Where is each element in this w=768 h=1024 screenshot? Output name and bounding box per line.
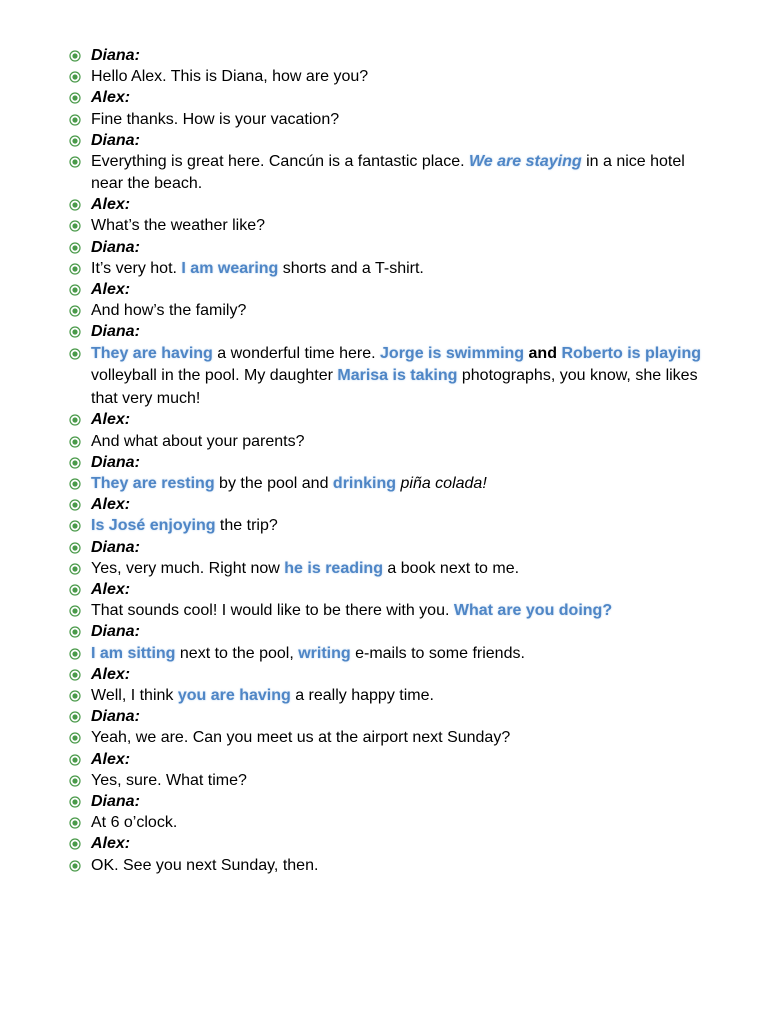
speaker-name: Diana: xyxy=(91,238,140,256)
dialogue-text: Everything is great here. Cancún is a fantastic place. xyxy=(91,153,469,171)
radio-bullet-icon xyxy=(69,584,81,596)
speaker-line xyxy=(66,409,706,431)
dialogue-line xyxy=(66,215,706,237)
radio-bullet-icon xyxy=(69,860,81,872)
dialogue-line xyxy=(66,431,706,453)
radio-bullet-icon xyxy=(69,732,81,744)
speaker-name: Alex: xyxy=(91,411,131,429)
radio-bullet-icon xyxy=(69,156,81,168)
speaker-line xyxy=(66,537,706,559)
dialogue-text: And how’s the family? xyxy=(91,302,247,320)
dialogue-text: photographs, you know, she likes that very much! xyxy=(91,367,698,407)
dialogue-list xyxy=(66,45,706,876)
dialogue-text: Yeah, we are. Can you meet us at the airport next Sunday? xyxy=(91,729,511,747)
dialogue-line xyxy=(66,812,706,834)
speaker-name: Alex: xyxy=(91,196,131,214)
speaker-line xyxy=(66,279,706,301)
speaker-line xyxy=(66,87,706,109)
dialogue-text: Well, I think xyxy=(91,686,178,704)
dialogue-line xyxy=(66,109,706,131)
speaker-line xyxy=(66,494,706,516)
radio-bullet-icon xyxy=(69,326,81,338)
speaker-line xyxy=(66,749,706,771)
speaker-name: Diana: xyxy=(91,47,140,64)
dialogue-text: shorts and a T-shirt. xyxy=(278,259,424,277)
highlighted-verb-phrase: drinking xyxy=(332,474,397,492)
speaker-line xyxy=(66,237,706,259)
speaker-line xyxy=(66,194,706,216)
highlighted-verb-phrase: Roberto is playing xyxy=(561,344,702,362)
dialogue-text: e-mails to some friends. xyxy=(350,644,525,662)
speaker-line xyxy=(66,621,706,643)
dialogue-text: next to the pool, xyxy=(175,644,299,662)
bold-text: and xyxy=(528,344,557,362)
highlighted-verb-phrase: you are having xyxy=(177,686,291,704)
speaker-name: Alex: xyxy=(91,750,131,768)
speaker-name: Diana: xyxy=(91,623,140,641)
dialogue-line xyxy=(66,600,706,622)
radio-bullet-icon xyxy=(69,92,81,104)
dialogue-line xyxy=(66,727,706,749)
highlighted-verb-phrase: What are you doing? xyxy=(453,602,613,620)
speaker-line xyxy=(66,130,706,152)
dialogue-line xyxy=(66,855,706,877)
highlighted-verb-phrase: They are resting xyxy=(91,474,215,492)
radio-bullet-icon xyxy=(69,796,81,808)
radio-bullet-icon xyxy=(69,414,81,426)
dialogue-line xyxy=(66,151,706,195)
dialogue-line xyxy=(66,685,706,707)
speaker-line xyxy=(66,664,706,686)
radio-bullet-icon xyxy=(69,563,81,575)
speaker-line xyxy=(66,321,706,343)
highlighted-verb-phrase: Jorge is swimming xyxy=(380,344,525,362)
dialogue-text: That sounds cool! I would like to be there with you. xyxy=(91,602,454,620)
dialogue-text: a really happy time. xyxy=(290,686,434,704)
speaker-name: Diana: xyxy=(91,793,140,810)
speaker-line xyxy=(66,706,706,728)
italic-text: piña colada! xyxy=(400,474,487,492)
dialogue-text: volleyball in the pool. My daughter xyxy=(91,367,338,385)
radio-bullet-icon xyxy=(69,605,81,617)
dialogue-text: a book next to me. xyxy=(382,559,520,577)
radio-bullet-icon xyxy=(69,305,81,317)
dialogue-text: It’s very hot. xyxy=(91,259,182,277)
dialogue-text: in a nice hotel near the beach. xyxy=(91,153,685,193)
speaker-name: Diana: xyxy=(91,538,140,556)
radio-bullet-icon xyxy=(69,242,81,254)
speaker-line xyxy=(66,791,706,813)
radio-bullet-icon xyxy=(69,199,81,211)
radio-bullet-icon xyxy=(69,648,81,660)
radio-bullet-icon xyxy=(69,626,81,638)
speaker-name: Alex: xyxy=(91,665,131,683)
dialogue-line xyxy=(66,473,706,495)
highlighted-verb-phrase: he is reading xyxy=(284,559,383,577)
dialogue-text: OK. See you next Sunday, then. xyxy=(91,856,319,874)
speaker-name: Diana: xyxy=(91,708,140,726)
speaker-name: Diana: xyxy=(91,453,140,471)
speaker-name: Alex: xyxy=(91,89,131,107)
radio-bullet-icon xyxy=(69,263,81,275)
radio-bullet-icon xyxy=(69,220,81,232)
dialogue-line xyxy=(66,770,706,792)
dialogue-line xyxy=(66,643,706,665)
radio-bullet-icon xyxy=(69,775,81,787)
dialogue-text: Fine thanks. How is your vacation? xyxy=(91,110,340,128)
dialogue-line xyxy=(66,558,706,580)
radio-bullet-icon xyxy=(69,348,81,360)
dialogue-text: Yes, very much. Right now xyxy=(91,559,285,577)
radio-bullet-icon xyxy=(69,690,81,702)
dialogue-text: a wonderful time here. xyxy=(212,344,381,362)
dialogue-line xyxy=(66,515,706,537)
speaker-name: Alex: xyxy=(91,281,131,299)
dialogue-line xyxy=(66,343,706,411)
dialogue-line xyxy=(66,66,706,88)
radio-bullet-icon xyxy=(69,669,81,681)
radio-bullet-icon xyxy=(69,711,81,723)
radio-bullet-icon xyxy=(69,754,81,766)
dialogue-text: What’s the weather like? xyxy=(91,217,266,235)
highlighted-verb-phrase: I am sitting xyxy=(91,644,176,662)
speaker-line xyxy=(66,45,706,67)
speaker-line xyxy=(66,833,706,855)
dialogue-text: And what about your parents? xyxy=(91,432,305,450)
highlighted-verb-phrase: I am wearing xyxy=(181,259,279,277)
radio-bullet-icon xyxy=(69,838,81,850)
highlighted-verb-phrase: We are staying xyxy=(468,153,582,171)
dialogue-line xyxy=(66,300,706,322)
speaker-name: Alex: xyxy=(91,835,131,853)
radio-bullet-icon xyxy=(69,436,81,448)
highlighted-verb-phrase: Is José enjoying xyxy=(91,517,216,535)
speaker-line xyxy=(66,579,706,601)
speaker-name: Diana: xyxy=(91,323,140,341)
speaker-name: Diana: xyxy=(91,131,140,149)
dialogue-text: Hello Alex. This is Diana, how are you? xyxy=(91,68,369,86)
radio-bullet-icon xyxy=(69,135,81,147)
speaker-name: Alex: xyxy=(91,496,131,514)
radio-bullet-icon xyxy=(69,50,81,62)
dialogue-line xyxy=(66,258,706,280)
radio-bullet-icon xyxy=(69,478,81,490)
dialogue-text: At 6 o’clock. xyxy=(91,814,178,832)
dialogue-text: by the pool and xyxy=(214,474,333,492)
radio-bullet-icon xyxy=(69,817,81,829)
dialogue-text: Yes, sure. What time? xyxy=(91,771,247,789)
speaker-name: Alex: xyxy=(91,580,131,598)
radio-bullet-icon xyxy=(69,457,81,469)
radio-bullet-icon xyxy=(69,542,81,554)
highlighted-verb-phrase: They are having xyxy=(91,344,213,362)
highlighted-verb-phrase: Marisa is taking xyxy=(337,367,458,385)
radio-bullet-icon xyxy=(69,520,81,532)
dialogue-text: the trip? xyxy=(215,517,278,535)
radio-bullet-icon xyxy=(69,499,81,511)
speaker-line xyxy=(66,452,706,474)
radio-bullet-icon xyxy=(69,284,81,296)
highlighted-verb-phrase: writing xyxy=(298,644,351,662)
radio-bullet-icon xyxy=(69,71,81,83)
radio-bullet-icon xyxy=(69,114,81,126)
